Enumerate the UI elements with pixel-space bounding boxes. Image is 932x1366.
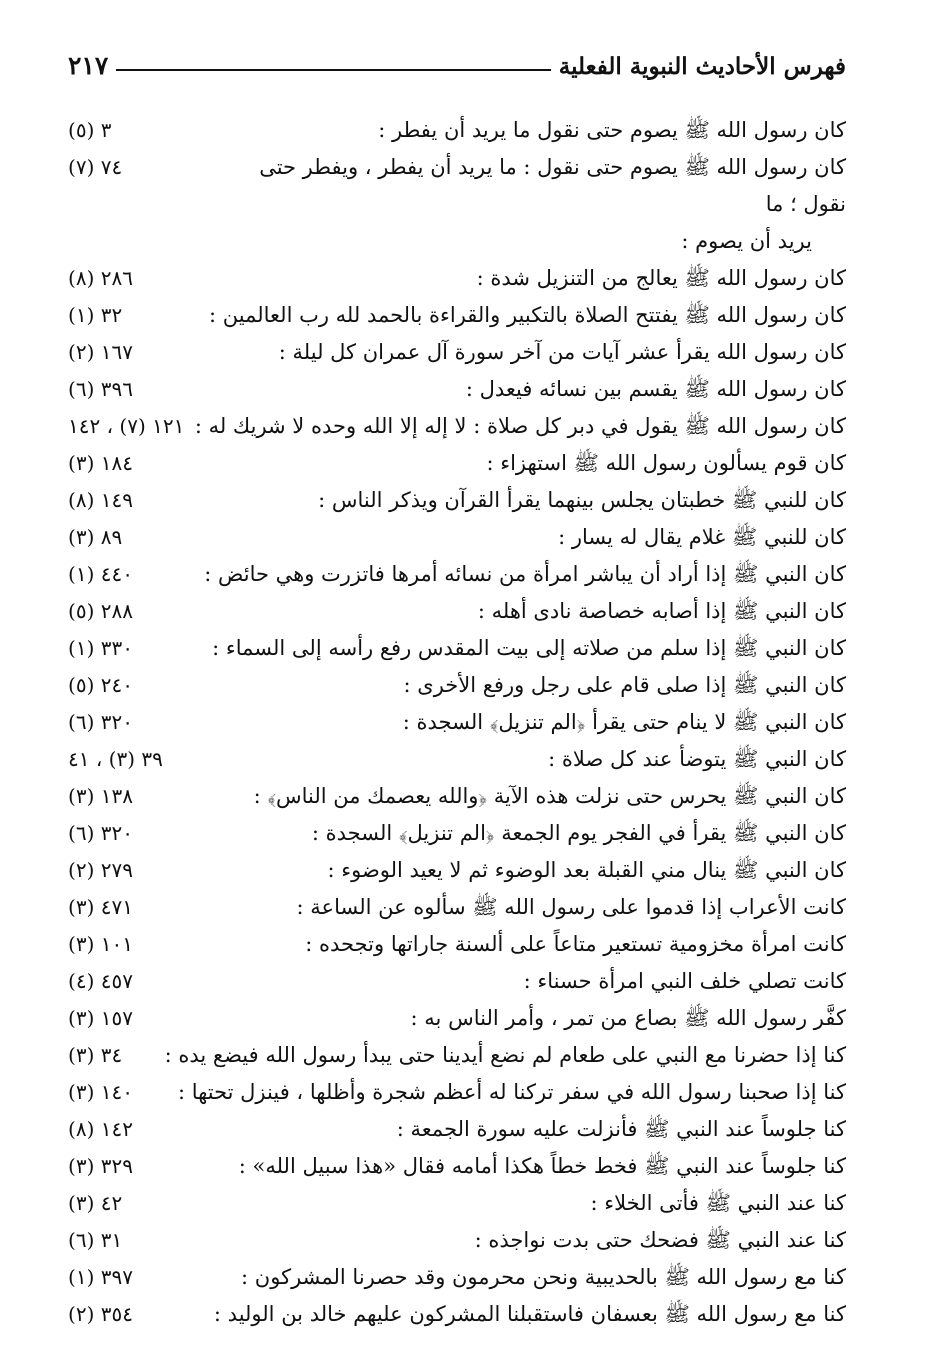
entry-text — [238, 1148, 846, 1185]
entry-reference: ٤٥٧ (٤) — [68, 969, 133, 993]
index-entry — [68, 1000, 846, 1037]
entry-reference: ٤٢ (٣) — [68, 1191, 123, 1215]
entry-hadith-text: كان رسول الله ﷺ يفتتح الصلاة بالتكبير والقراءة بالحمد لله رب العالمين : — [209, 303, 846, 327]
entry-hadith-text: كان قوم يسألون رسول الله ﷺ استهزاء : — [486, 451, 846, 475]
entry-hadith-text: كان النبي ﷺ إذا صلى قام على رجل ورفع الأخرى : — [403, 673, 846, 697]
index-entry — [68, 1074, 846, 1111]
entry-reference: ٣٥٤ (٢) — [68, 1302, 133, 1326]
entry-reference: ٢٤٠ (٥) — [68, 673, 133, 697]
entry-text — [238, 1111, 846, 1148]
entry-hadith-text: كان النبي ﷺ يقرأ في الفجر يوم الجمعة ﴿الم تنزيل﴾ السجدة : — [311, 821, 846, 845]
entry-text — [238, 815, 846, 852]
index-entry — [68, 1111, 846, 1148]
index-entry — [68, 149, 846, 260]
entry-text — [238, 519, 846, 556]
entry-reference: ٣٢٠ (٦) — [68, 821, 133, 845]
entry-reference: ٢٨٨ (٥) — [68, 599, 133, 623]
entry-text — [238, 741, 846, 778]
page-number: ٢١٧ — [68, 51, 109, 80]
entry-reference: ٧٤ (٧) — [68, 155, 123, 179]
index-entry — [68, 519, 846, 556]
entry-text — [238, 852, 846, 889]
entry-hadith-text: كان رسول الله يقرأ عشر آيات من آخر سورة آل عمران كل ليلة : — [278, 340, 846, 364]
entry-text — [238, 593, 846, 630]
index-entry — [68, 297, 846, 334]
index-entry — [68, 889, 846, 926]
entry-hadith-text: كان للنبي ﷺ خطبتان يجلس بينهما يقرأ القرآن ويذكر الناس : — [318, 488, 846, 512]
index-entry — [68, 1296, 846, 1333]
entry-hadith-text: كنا مع رسول الله ﷺ بعسفان فاستقبلنا المشركون عليهم خالد بن الوليد : — [213, 1302, 846, 1326]
entry-text — [238, 1222, 846, 1259]
entry-hadith-text: كفَّر رسول الله ﷺ بصاع من تمر ، وأمر الناس به : — [410, 1006, 846, 1030]
entry-hadith-text: كان رسول الله ﷺ يصوم حتى نقول ما يريد أن يفطر : — [378, 118, 846, 142]
entry-text — [238, 445, 846, 482]
entry-reference: ٣٢٩ (٣) — [68, 1154, 133, 1178]
entry-hadith-text: كان النبي ﷺ لا ينام حتى يقرأ ﴿الم تنزيل﴾ السجدة : — [402, 710, 846, 734]
index-entry — [68, 371, 846, 408]
index-entry — [68, 445, 846, 482]
entry-reference: ٣٣٠ (١) — [68, 636, 133, 660]
entry-hadith-text: كان النبي ﷺ إذا أصابه خصاصة نادى أهله : — [477, 599, 846, 623]
entry-reference: ٣٢٠ (٦) — [68, 710, 133, 734]
entry-text — [238, 149, 846, 260]
entry-text — [178, 1074, 846, 1111]
entry-text — [238, 778, 846, 815]
entry-hadith-text: كانت تصلي خلف النبي امرأة حسناء : — [523, 969, 846, 993]
entry-hadith-text: كانت امرأة مخزومية تستعير متاعاً على ألسنة جاراتها وتجحده : — [305, 932, 846, 956]
entry-reference: ١٦٧ (٢) — [68, 340, 133, 364]
entry-reference: ٣٩٧ (١) — [68, 1265, 133, 1289]
entry-reference: ٣ (٥) — [68, 118, 112, 142]
entry-reference: ١٣٨ (٣) — [68, 784, 133, 808]
entry-reference: ٣٩٦ (٦) — [68, 377, 133, 401]
entry-reference: ١٤٩ (٨) — [68, 488, 133, 512]
entry-hadith-text: كان رسول الله ﷺ يقول في دبر كل صلاة : لا إله إلا الله وحده لا شريك له : — [194, 414, 846, 438]
entry-hadith-text: كانت الأعراب إذا قدموا على رسول الله ﷺ سألوه عن الساعة : — [296, 895, 846, 919]
hadith-index-list — [68, 112, 846, 1333]
entry-reference: ١٢١ (٧) ، ١٤٢ — [68, 414, 185, 438]
entry-text — [165, 1037, 846, 1074]
entry-text — [212, 630, 846, 667]
index-entry — [68, 630, 846, 667]
index-entry — [68, 1185, 846, 1222]
entry-hadith-text: كنا إذا صحبنا رسول الله في سفر تركنا له أعظم شجرة وأظلها ، فينزل تحتها : — [177, 1080, 846, 1104]
entry-hadith-text: كان النبي ﷺ يحرس حتى نزلت هذه الآية ﴿والله يعصمك من الناس﴾ : — [253, 784, 846, 808]
entry-reference: ٣٩ (٣) ، ٤١ — [68, 747, 163, 771]
index-entry — [68, 1037, 846, 1074]
running-header — [68, 40, 846, 80]
index-entry — [68, 667, 846, 704]
index-entry — [68, 704, 846, 741]
entry-text — [238, 334, 846, 371]
index-entry — [68, 112, 846, 149]
entry-reference: ٢٧٩ (٢) — [68, 858, 133, 882]
entry-reference: ٨٩ (٣) — [68, 525, 123, 549]
index-entry — [68, 1148, 846, 1185]
index-entry — [68, 334, 846, 371]
entry-text — [238, 704, 846, 741]
entry-text — [195, 408, 846, 445]
entry-hadith-text: كنا إذا حضرنا مع النبي على طعام لم نضع أيدينا حتى يبدأ رسول الله فيضع يده : — [164, 1043, 846, 1067]
entry-hadith-text: كنا عند النبي ﷺ فضحك حتى بدت نواجذه : — [474, 1228, 846, 1252]
entry-text — [238, 963, 846, 1000]
index-entry — [68, 963, 846, 1000]
index-entry — [68, 260, 846, 297]
entry-hadith-text: كنا عند النبي ﷺ فأتى الخلاء : — [590, 1191, 846, 1215]
entry-text — [238, 889, 846, 926]
index-entry — [68, 815, 846, 852]
entry-hadith-text: كان النبي ﷺ إذا أراد أن يباشر امرأة من نسائه أمرها فاتزرت وهي حائض : — [204, 562, 846, 586]
entry-hadith-text: كان رسول الله ﷺ يعالج من التنزيل شدة : — [476, 266, 846, 290]
index-entry — [68, 778, 846, 815]
index-entry — [68, 1259, 846, 1296]
entry-reference: ٤٤٠ (١) — [68, 562, 133, 586]
entry-text — [238, 1185, 846, 1222]
index-entry — [68, 408, 846, 445]
entry-text — [238, 112, 846, 149]
entry-hadith-text: كنا جلوساً عند النبي ﷺ فخط خطاً هكذا أمامه فقال «هذا سبيل الله» : — [238, 1154, 846, 1178]
header-title: فهرس الأحاديث النبوية الفعلية — [558, 53, 846, 80]
index-entry — [68, 593, 846, 630]
entry-reference: ٤٧١ (٣) — [68, 895, 133, 919]
entry-reference: ١٤٠ (٣) — [68, 1080, 133, 1104]
entry-text — [238, 482, 846, 519]
entry-hadith-text: كان رسول الله ﷺ يصوم حتى نقول : ما يريد أن يفطر ، ويفطر حتى نقول ؛ ما — [259, 155, 846, 216]
entry-reference: ١٥٧ (٣) — [68, 1006, 133, 1030]
entry-text — [238, 1000, 846, 1037]
entry-hadith-text: كان النبي ﷺ يتوضأ عند كل صلاة : — [548, 747, 846, 771]
entry-reference: ٣٤ (٣) — [68, 1043, 123, 1067]
entry-reference: ٣١ (٦) — [68, 1228, 123, 1252]
entry-text — [238, 260, 846, 297]
entry-continuation-text: يريد أن يصوم : — [681, 229, 812, 253]
entry-hadith-text: كان النبي ﷺ ينال مني القبلة بعد الوضوء ثم لا يعيد الوضوء : — [327, 858, 846, 882]
index-entry — [68, 1222, 846, 1259]
entry-hadith-text: كنا جلوساً عند النبي ﷺ فأنزلت عليه سورة الجمعة : — [396, 1117, 846, 1141]
entry-hadith-text: كنا مع رسول الله ﷺ بالحديبية ونحن محرمون وقد حصرنا المشركون : — [241, 1265, 846, 1289]
entry-text — [214, 1296, 846, 1333]
entry-text — [238, 371, 846, 408]
entry-text — [238, 926, 846, 963]
entry-hadith-text: كان النبي ﷺ إذا سلم من صلاته إلى بيت المقدس رفع رأسه إلى السماء : — [212, 636, 846, 660]
entry-hadith-text: كان للنبي ﷺ غلام يقال له يسار : — [558, 525, 846, 549]
index-entry — [68, 926, 846, 963]
index-entry — [68, 741, 846, 778]
entry-hadith-text: كان رسول الله ﷺ يقسم بين نسائه فيعدل : — [465, 377, 846, 401]
header-rule — [116, 69, 550, 71]
entry-text — [238, 1259, 846, 1296]
entry-reference: ٣٢ (١) — [68, 303, 123, 327]
entry-reference: ١٠١ (٣) — [68, 932, 133, 956]
entry-reference: ١٨٤ (٣) — [68, 451, 133, 475]
index-entry — [68, 556, 846, 593]
entry-reference: ٢٨٦ (٨) — [68, 266, 133, 290]
entry-reference: ١٤٢ (٨) — [68, 1117, 133, 1141]
entry-text — [238, 667, 846, 704]
index-entry — [68, 482, 846, 519]
index-entry — [68, 852, 846, 889]
entry-text — [209, 297, 846, 334]
entry-text — [204, 556, 846, 593]
